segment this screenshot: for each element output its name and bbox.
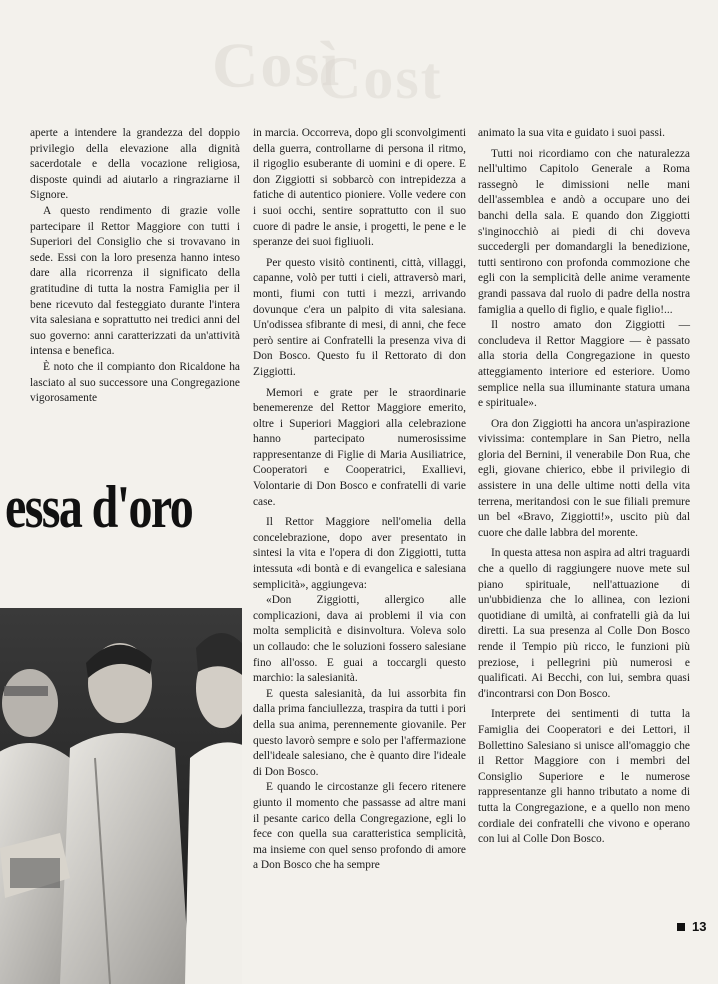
paragraph: aperte a intendere la grandezza del doppio privilegio della elevazione alla dignità sacerdotale e della vocazione religiosa, disposte quindi ad aiutarlo a ringraziarne il Signore. (30, 127, 240, 202)
paragraph: Per questo visitò continenti, città, villaggi, capanne, volò per tutti i cieli, attraversò mari, monti, fiumi con tutti i mezzi, arrivando dovunque c'era un palpito di vita salesiana. Un'odissea sfibrante di mesi, di anni, che fece però sentire ai Confratelli la presenza viva di Don Bosco. Questo fu il Rettorato di don Ziggiotti. (253, 256, 466, 378)
paragraph: In questa attesa non aspira ad altri traguardi che a quello di raggiungere nuove mete sul piano spirituale, nell'attuazione di un'ubbidienza che lo allinea, con lezioni quotidiane di umiltà, ai confratelli già da lui diretti. La sua presenza al Colle Don Bosco rende il Tempio più ricco, le funzioni più preziose, i pellegrini più numerosi e qualificati. Ai Becchi, con lui, sembra quasi d'incontrarsi con Don Bosco. (478, 547, 690, 700)
paragraph: Tutti noi ricordiamo con che naturalezza nell'ultimo Capitolo Generale a Roma rassegnò le dimissioni nelle mani dell'assemblea e andò a occupare uno dei banchi della sala. E quando don Ziggiotti s'inginocchiò ai piedi di chi doveva succedergli per domandargli la benedizione, tutti sentirono con profonda commozione che egli con la semplicità delle anime veramente grandi passava dal ruolo di padre della nostra famiglia a quello di figlio, e quale figlio!... (478, 147, 690, 316)
paragraph: Il Rettor Maggiore nell'omelia della concelebrazione, dopo aver presentato in sintesi la vita e l'opera di don Ziggiotti, tutta intessuta «di bontà e di evangelica e salesiana semplicità», aggiungeva: (253, 516, 466, 591)
text-column-left (30, 126, 240, 407)
bleed-through-text: Cost (318, 45, 443, 111)
paragraph: E quando le circostanze gli fecero ritenere giunto il momento che passasse ad altre mani il pesante carico della Congregazione, egli lo fece con quella sua caratteristica semplicità, ma insieme con quel senso profondo di amore a Don Bosco che ha sempre (253, 781, 466, 872)
paragraph: A questo rendimento di grazie volle partecipare il Rettor Maggiore con tutti i Superiori del Consiglio che si trovavano in sede. Essi con la loro presenza hanno inteso dare alla ricorrenza il significato della gratitudine di tutta la nostra Famiglia per il bene ricevuto dal festeggiato durante l'intera vita salesiana e soprattutto nei tredici anni del suo governo: anni caratterizzati da un'attività intensa e benefica. (30, 204, 240, 358)
paragraph: «Don Ziggiotti, allergico alle complicazioni, dava ai problemi il via con molta semplicità e disinvoltura. Voleva solo un collaudo: che le soluzioni fossero salesiane fino all'osso. E guai a toccargli questo marchio: la salesianità. (253, 594, 466, 685)
page-marker-square (677, 923, 685, 931)
paragraph: Memori e grate per le straordinarie benemerenze del Rettor Maggiore emerito, oltre i Superiori Maggiori alla celebrazione hanno partecipato numerosissime rappresentanze di Figlie di Maria Ausiliatrice, Cooperatori e Cooperatrici, Exallievi, Volontarie di Don Bosco e confratelli di varie case. (253, 386, 466, 508)
paragraph: Interprete dei sentimenti di tutta la Famiglia dei Cooperatori e dei Lettori, il Bollettino Salesiano si unisce all'omaggio che il Rettor Maggiore con i membri del Consiglio Superiore e le numerose rappresentanze gli hanno tributato a nome di tutta la Congregazione, e a quello non meno cordiale dei confratelli che vivono e operano con lui al Colle Don Bosco. (478, 708, 690, 846)
text-column-right (478, 126, 690, 848)
photo-concelebration (0, 608, 242, 984)
photo-image (0, 608, 242, 984)
article-headline: essa d'oro (5, 474, 193, 540)
paragraph: in marcia. Occorreva, dopo gli sconvolgimenti della guerra, controllarne di persona il ritmo, il rigoglio esuberante di uomini e di opere. E don Ziggiotti si sobbarcò con intrepidezza a fatiche di autentico pioniere. Volle vedere con i suoi occhi, sentire soprattutto con il suo cuore di padre le ansie, i progetti, le pene e le speranze dei suoi figliuoli. (253, 127, 466, 249)
paragraph: Ora don Ziggiotti ha ancora un'aspirazione vivissima: contemplare in San Pietro, nella gloria del Bernini, il venerabile Don Rua, che egli, giovane chierico, ebbe il privilegio di assistere in una delle ultime notti della vita terrena, meritandosi con le sue filiali premure un bel «Bravo, Ziggiotti!», uscito più dal cuore che dalle labbra del morente. (478, 417, 690, 539)
paragraph: È noto che il compianto don Ricaldone ha lasciato al suo successore una Congregazione vigorosamente (30, 360, 240, 405)
text-column-middle (253, 126, 466, 874)
paragraph: animato la sua vita e guidato i suoi passi. (478, 127, 665, 139)
page-number: 13 (692, 919, 707, 934)
paragraph: E questa salesianità, da lui assorbita fin dalla prima fanciullezza, traspira da tutti i pori della sua anima, perennemente giovanile. Per questo lavorò sempre e solo per l'affermazione dell'ideale salesiano, che è quanto dire l'ideale di Don Bosco. (253, 687, 466, 778)
paragraph: Il nostro amato don Ziggiotti — concludeva il Rettor Maggiore — è passato alla storia della Congregazione in questo atteggiamento interiore ed esteriore. Uomo semplice nella sua illuminante statura umana e spirituale». (478, 319, 690, 410)
bleed-through-text: Così (211, 27, 342, 102)
